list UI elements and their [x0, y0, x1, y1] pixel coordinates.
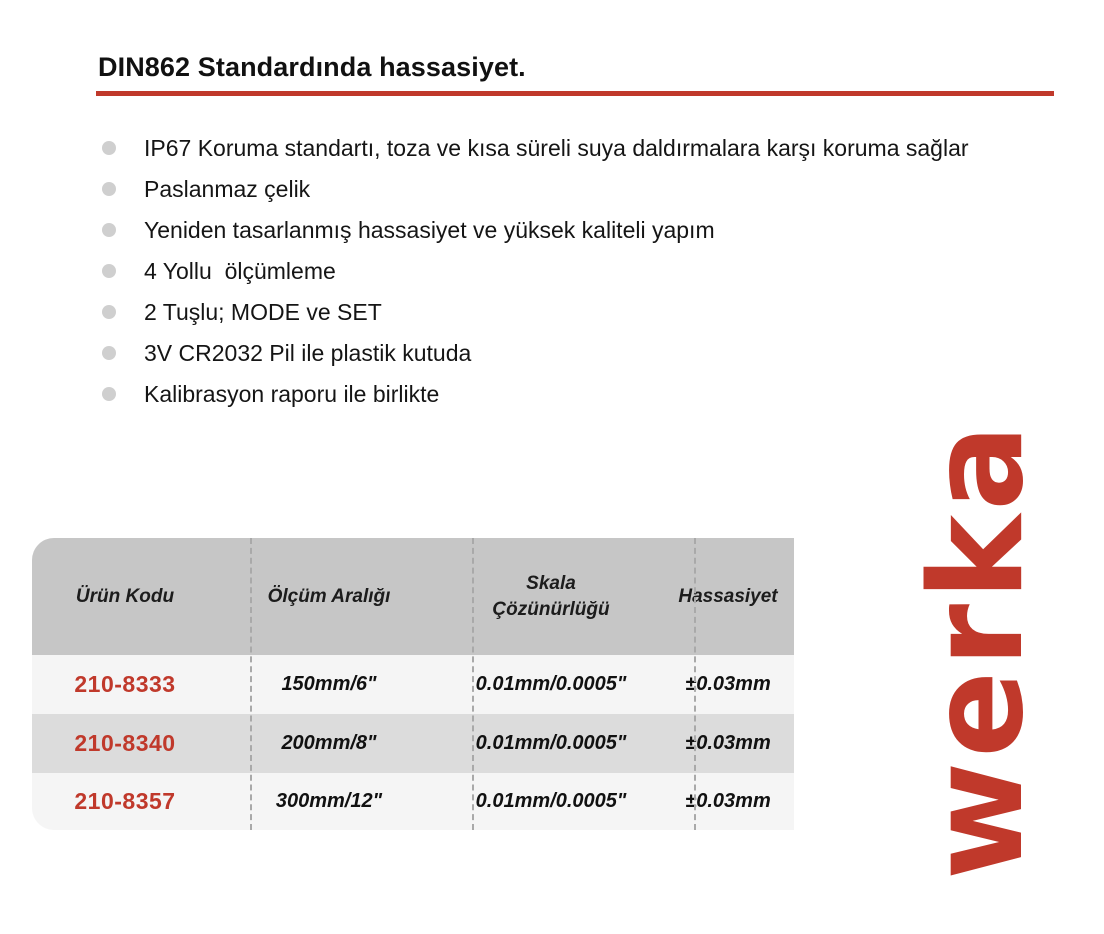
feature-list	[100, 128, 1040, 415]
feature-item	[100, 128, 1040, 169]
title-underline	[96, 91, 1054, 96]
resolution: 0.01mm/0.0005"	[475, 673, 627, 695]
product-code: 210-8333	[74, 671, 176, 697]
resolution: 0.01mm/0.0005"	[475, 790, 627, 812]
column-divider	[694, 538, 696, 830]
page-title: DIN862 Standardında hassasiyet.	[98, 52, 526, 82]
feature-text: Yeniden tasarlanmış hassasiyet ve yüksek kaliteli yapım	[144, 217, 715, 243]
header-accuracy: Hassasiyet	[678, 585, 778, 607]
product-code: 210-8340	[74, 730, 176, 756]
column-divider	[472, 538, 474, 830]
feature-item	[100, 251, 1040, 292]
accuracy: ±0.03mm	[685, 790, 771, 812]
feature-text: Kalibrasyon raporu ile birlikte	[144, 381, 440, 407]
product-code: 210-8357	[74, 788, 176, 814]
resolution: 0.01mm/0.0005"	[475, 732, 627, 754]
accuracy: ±0.03mm	[685, 732, 771, 754]
feature-item	[100, 292, 1040, 333]
feature-item	[100, 169, 1040, 210]
feature-text: Paslanmaz çelik	[144, 176, 311, 202]
header-product-code: Ürün Kodu	[75, 585, 175, 607]
measuring-range: 300mm/12"	[275, 790, 383, 812]
feature-text: 2 Tuşlu; MODE ve SET	[144, 299, 382, 325]
feature-text: 3V CR2032 Pil ile plastik kutuda	[144, 340, 472, 366]
header-resolution-text: Skala Çözünürlüğü	[492, 572, 610, 620]
bullet-icon	[102, 182, 116, 196]
table-header	[32, 538, 794, 655]
brand-logo-text: werka	[903, 420, 1052, 880]
feature-text: 4 Yollu ölçümleme	[144, 258, 336, 284]
table-row	[32, 714, 794, 773]
bullet-icon	[102, 346, 116, 360]
bullet-icon	[102, 141, 116, 155]
feature-item	[100, 210, 1040, 251]
header-measuring-range: Ölçüm Aralığı	[267, 585, 391, 607]
feature-item	[100, 374, 1040, 415]
feature-text: IP67 Koruma standartı, toza ve kısa süreli suya daldırmalara karşı koruma sağlar	[144, 135, 969, 161]
feature-item	[100, 333, 1040, 374]
measuring-range: 150mm/6"	[281, 673, 377, 695]
bullet-icon	[102, 387, 116, 401]
bullet-icon	[102, 264, 116, 278]
column-divider	[250, 538, 252, 830]
table-row	[32, 655, 794, 714]
accuracy: ±0.03mm	[685, 673, 771, 695]
bullet-icon	[102, 223, 116, 237]
table-row	[32, 773, 794, 830]
bullet-icon	[102, 305, 116, 319]
spec-table	[32, 538, 794, 830]
measuring-range: 200mm/8"	[281, 732, 377, 754]
